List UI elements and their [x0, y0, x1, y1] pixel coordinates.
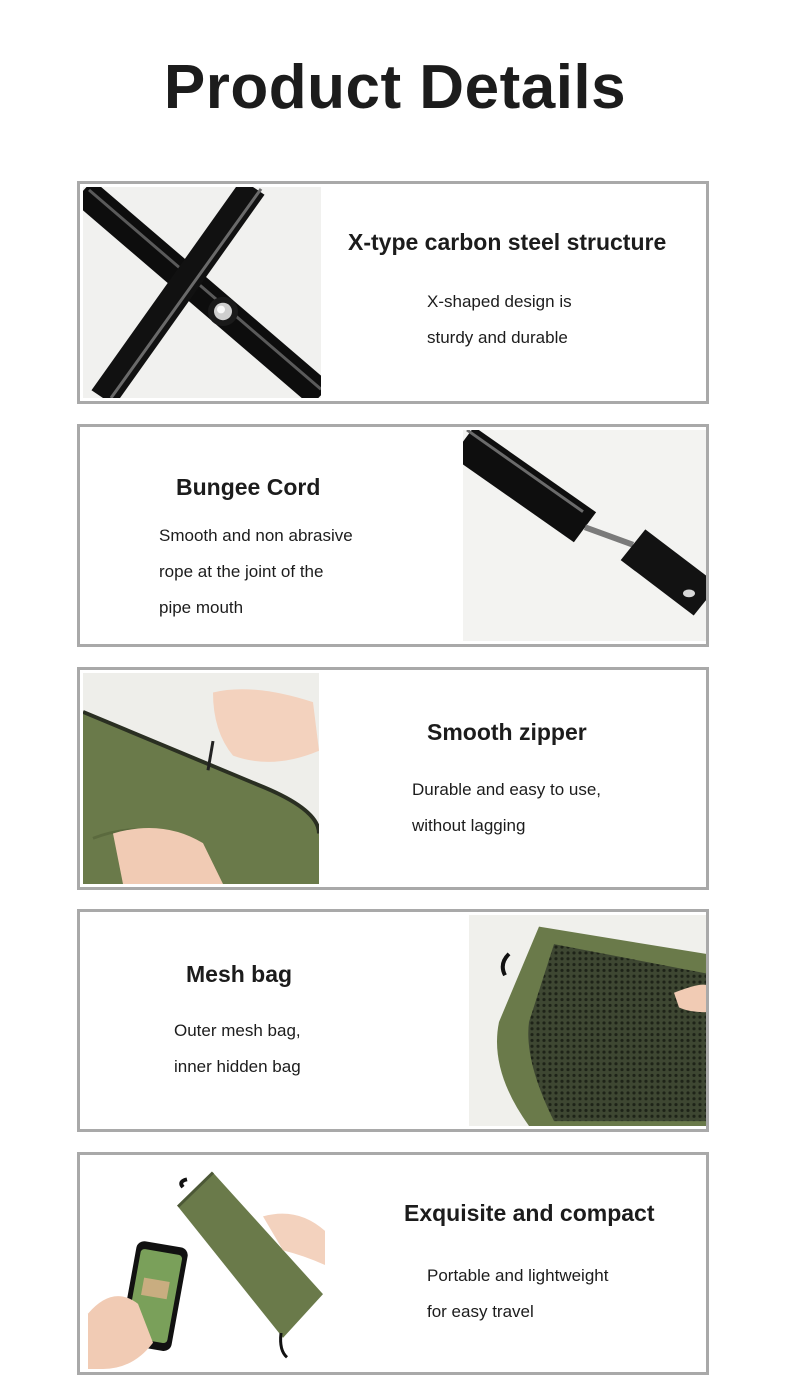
- description-line: Outer mesh bag,: [174, 1021, 301, 1040]
- feature-description: [427, 284, 572, 356]
- feature-description: [412, 772, 601, 844]
- page-title: Product Details: [163, 53, 627, 122]
- description-line: X-shaped design is: [427, 292, 572, 311]
- feature-description: [427, 1258, 608, 1330]
- feature-heading: Mesh bag: [186, 961, 293, 987]
- description-line: for easy travel: [427, 1302, 534, 1321]
- feature-card-bungee-cord: [77, 424, 709, 647]
- description-line: without lagging: [412, 816, 526, 835]
- description-line: pipe mouth: [159, 598, 244, 617]
- feature-heading: Smooth zipper: [427, 719, 587, 745]
- description-line: rope at the joint of the: [159, 562, 324, 581]
- zipper-pull-image: [83, 673, 319, 884]
- description-line: inner hidden bag: [174, 1057, 301, 1076]
- mesh-pocket-image: [469, 915, 706, 1126]
- description-line: Durable and easy to use,: [412, 780, 602, 799]
- description-line: sturdy and durable: [427, 328, 568, 347]
- feature-card-x-structure: [77, 181, 709, 404]
- description-line: Smooth and non abrasive: [159, 526, 353, 545]
- feature-description: [159, 518, 353, 626]
- feature-description: [174, 1013, 301, 1085]
- tube-joint-bungee-image: [463, 430, 706, 641]
- feature-heading: Bungee Cord: [176, 474, 321, 500]
- feature-card-compact: [77, 1152, 709, 1375]
- feature-card-smooth-zipper: [77, 667, 709, 890]
- feature-card-mesh-bag: [77, 909, 709, 1132]
- feature-heading: Exquisite and compact: [404, 1200, 655, 1226]
- bag-and-phone-image: [83, 1158, 328, 1369]
- feature-heading: X-type carbon steel structure: [348, 229, 667, 255]
- x-frame-closeup-image: [83, 187, 321, 398]
- description-line: Portable and lightweight: [427, 1266, 609, 1285]
